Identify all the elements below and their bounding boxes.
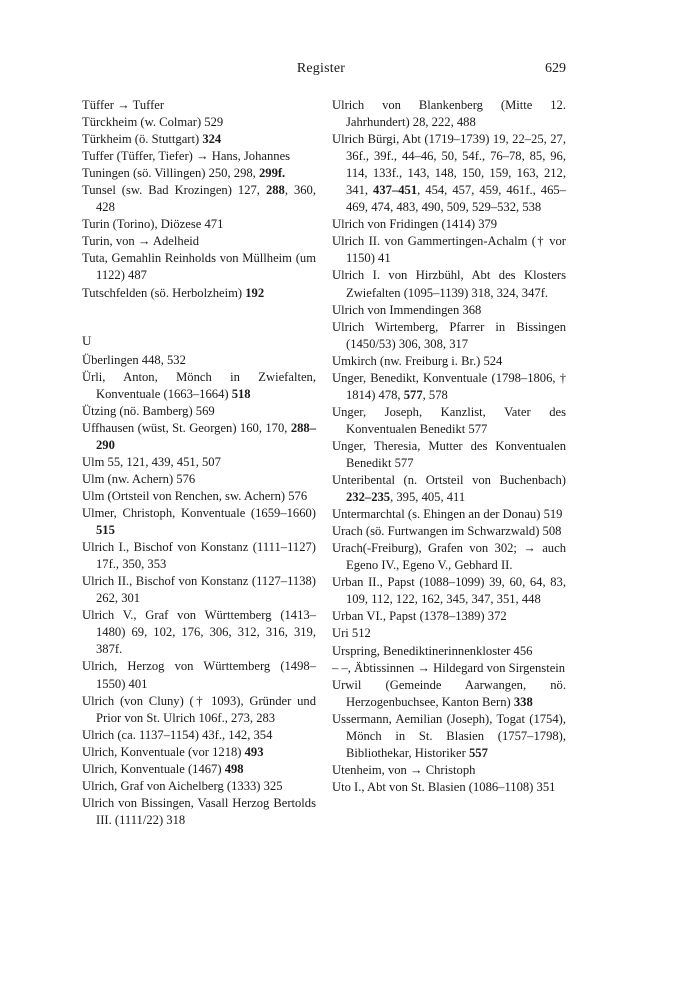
index-entry: Ulrich, Konventuale (1467) 498 [82, 761, 244, 776]
index-entry: Ützing (nö. Bamberg) 569 [82, 403, 215, 418]
index-entry: Tuffer (Tüffer, Tiefer) → Hans, Johannes [82, 149, 291, 164]
index-entry: Turin, von → Adelheid [82, 234, 200, 249]
index-entry: Unger, Theresia, Mutter des Konventualen Benedikt 577 [332, 438, 566, 470]
index-entry: Turin (Torino), Diözese 471 [82, 217, 224, 232]
index-entry: Ulrich Wirtemberg, Pfarrer in Bissingen (1450/53) 306, 308, 317 [332, 319, 566, 351]
index-entry: Ulm (Ortsteil von Renchen, sw. Achern) 576 [82, 488, 308, 503]
entries-u-continued [332, 97, 566, 796]
index-entry: Tuningen (sö. Villingen) 250, 298, 299f. [82, 166, 286, 181]
index-entry: Urwil (Gemeinde Aarwangen, nö. Herzogenbuchsee, Kanton Bern) 338 [332, 677, 566, 709]
index-entry: Umkirch (nw. Freiburg i. Br.) 524 [332, 353, 503, 368]
index-column-right [332, 97, 566, 796]
index-column-left [82, 97, 316, 829]
section-gap [82, 302, 316, 332]
index-entry: Uffhausen (wüst, St. Georgen) 160, 170, 288–290 [82, 420, 316, 452]
index-entry: Tunsel (sw. Bad Krozingen) 127, 288, 360, 428 [82, 183, 316, 215]
index-entry: Ussermann, Aemilian (Joseph), Togat (1754), Mönch in St. Blasien (1757–1798), Bibliothekar, Historiker 557 [332, 711, 566, 760]
index-entry: Ulrich, Graf von Aichelberg (1333) 325 [82, 778, 283, 793]
index-entry: – –, Äbtissinnen → Hildegard von Sirgenstein [332, 660, 566, 675]
index-entry: Urach(-Freiburg), Grafen von 302; → auch Egeno IV., Egeno V., Gebhard II. [332, 541, 566, 573]
index-entry: Ulrich von Bissingen, Vasall Herzog Bertolds III. (1111/22) 318 [82, 795, 316, 827]
index-entry: Ulmer, Christoph, Konventuale (1659–1660) 515 [82, 506, 316, 538]
index-entry: Ulrich von Fridingen (1414) 379 [332, 217, 498, 232]
index-entry: Unteribental (n. Ortsteil von Buchenbach) 232–235, 395, 405, 411 [332, 473, 566, 505]
index-entry: Ulm 55, 121, 439, 451, 507 [82, 454, 221, 469]
index-entry: Ulrich (ca. 1137–1154) 43f., 142, 354 [82, 727, 273, 742]
entries-u [82, 352, 316, 829]
index-entry: Ulrich Bürgi, Abt (1719–1739) 19, 22–25, 27, 36f., 39f., 44–46, 50, 54f., 76–78, 85, 96, 114, 133f., 143, 148, 150, 159, 163, 212, 341, 437–451, 454, 457, 459, 461f., 465–469, 474, 483, 490, 509, 529–532, 538 [332, 132, 566, 215]
index-entry: Ulrich II. von Gammertingen-Achalm († vor 1150) 41 [332, 234, 566, 266]
index-entry: Tüffer → Tuffer [82, 98, 165, 112]
running-header: Register [296, 61, 346, 76]
index-entry: Ürli, Anton, Mönch in Zwiefalten, Konventuale (1663–1664) 518 [82, 369, 316, 401]
index-entry: Urban II., Papst (1088–1099) 39, 60, 64, 83, 109, 112, 122, 162, 345, 347, 351, 448 [332, 575, 566, 607]
index-entry: Untermarchtal (s. Ehingen an der Donau) 519 [332, 507, 563, 522]
index-entry: Uri 512 [332, 626, 371, 641]
index-entry: Ulrich von Immendingen 368 [332, 302, 482, 317]
index-entry: Ulrich von Blankenberg (Mitte 12. Jahrhundert) 28, 222, 488 [332, 98, 566, 130]
index-entry: Türkheim (ö. Stuttgart) 324 [82, 132, 222, 147]
entries-t [82, 97, 316, 302]
index-entry: Ulrich V., Graf von Württemberg (1413–1480) 69, 102, 176, 306, 312, 316, 319, 387f. [82, 608, 316, 657]
page-number: 629 [545, 61, 566, 76]
index-entry: Urspring, Benediktinerinnenkloster 456 [332, 643, 533, 658]
index-entry: Überlingen 448, 532 [82, 352, 186, 367]
index-entry: Urban VI., Papst (1378–1389) 372 [332, 609, 507, 624]
index-entry: Ulrich I., Bischof von Konstanz (1111–1127) 17f., 350, 353 [82, 540, 316, 572]
index-entry: Unger, Benedikt, Konventuale (1798–1806, † 1814) 478, 577, 578 [332, 370, 566, 402]
index-entry: Ulrich, Konventuale (vor 1218) 493 [82, 744, 264, 759]
index-entry: Ulrich II., Bischof von Konstanz (1127–1138) 262, 301 [82, 574, 316, 606]
index-entry: Ulrich (von Cluny) († 1093), Gründer und Prior von St. Ulrich 106f., 273, 283 [82, 693, 316, 725]
index-entry: Unger, Joseph, Kanzlist, Vater des Konventualen Benedikt 577 [332, 404, 566, 436]
index-entry: Urach (sö. Furtwangen im Schwarzwald) 508 [332, 524, 562, 539]
index-entry: Tutschfelden (sö. Herbolzheim) 192 [82, 285, 265, 300]
index-entry: Ulm (nw. Achern) 576 [82, 471, 196, 486]
index-entry: Tuta, Gemahlin Reinholds von Müllheim (um 1122) 487 [82, 251, 316, 283]
index-entry: Ulrich I. von Hirzbühl, Abt des Klosters Zwiefalten (1095–1139) 318, 324, 347f. [332, 268, 566, 300]
index-entry: Ulrich, Herzog von Württemberg (1498–1550) 401 [82, 659, 316, 691]
index-entry: Uto I., Abt von St. Blasien (1086–1108) 351 [332, 779, 556, 794]
section-heading: U [82, 332, 92, 348]
index-entry: Utenheim, von → Christoph [332, 762, 476, 777]
index-entry: Türckheim (w. Colmar) 529 [82, 115, 224, 130]
